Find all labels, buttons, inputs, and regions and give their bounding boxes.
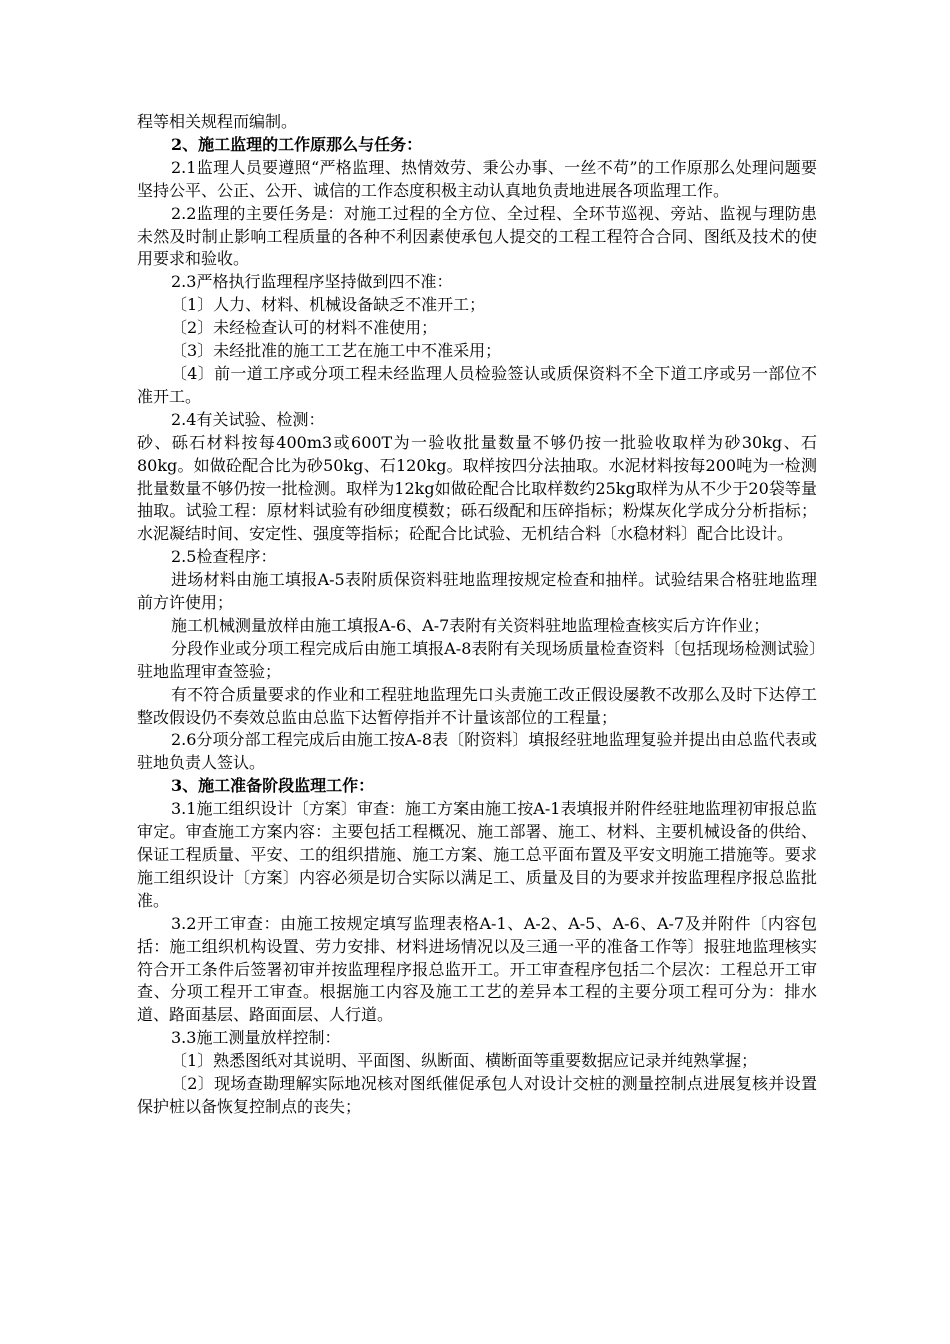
paragraph-2-6: 2.6分项分部工程完成后由施工按A-8表〔附资料〕填报经驻地监理复验并提出由总监代表或驻地负责人签认。 [137,730,817,773]
survey-item-1: 〔1〕熟悉图纸对其说明、平面图、纵断面、横断面等重要数据应记录并纯熟掌握； [171,1051,758,1071]
paragraph-intro-tail: 程等相关规程而编制。 [137,112,298,131]
paragraph-inspection-materials: 进场材料由施工填报A-5表附质保资料驻地监理按规定检查和抽样。试验结果合格驻地监理前方许使用； [137,570,817,613]
paragraph-3-3: 3.3施工测量放样控制： [171,1028,341,1048]
paragraph-testing-details: 砂、砾石材料按每400m3或600T为一验收批量数量不够仍按一批验收取样为砂30kg、石80kg。如做砼配合比为砂50kg、石120kg。取样按四分法抽取。水泥材料按每200吨为一检测批量数量不够仍按一批检测。取样为12kg如做砼配合比取样数约25kg取样为从不少于20袋等量抽取。试验工程：原材料试验有砂细度模数；砾石级配和压碎指标；粉煤灰化学成分分析指标；水泥凝结时间、安定性、强度等指标；砼配合比试验、无机结合料〔水稳材料〕配合比设计。 [137,432,817,544]
section-heading-3: 3、施工准备阶段监理工作： [171,776,375,796]
survey-item-2: 〔2〕现场查勘理解实际地况核对图纸催促承包人对设计交桩的测量控制点进展复核并设置保护桩以备恢复控制点的丧失； [137,1074,817,1116]
paragraph-2-2: 2.2监理的主要任务是：对施工过程的全方位、全过程、全环节巡视、旁站、监视与理防患未然及时制止影响工程质量的各种不利因素使承包人提交的工程工程符合合同、图纸及技术的使用要求和验收。 [137,203,817,269]
paragraph-3-1: 3.1施工组织设计〔方案〕审查：施工方案由施工按A-1表填报并附件经驻地监理初审报总监审定。审查施工方案内容：主要包括工程概况、施工部署、施工、材料、主要机械设备的供给、保证工程质量、平安、工的组织措施、施工方案、施工总平面布置及平安文明施工措施等。要求施工组织设计〔方案〕内容必须是切合实际以满足工、质量及目的为要求并按监理程序报总监批准。 [137,799,817,910]
paragraph-2-1: 2.1监理人员要遵照“严格监理、热情效劳、秉公办事、一丝不苟”的工作原那么处理问题要坚持公平、公正、公开、诚信的工作态度积极主动认真地负责地进展各项监理工作。 [137,157,817,200]
list-item-2: 〔2〕未经检查认可的材料不准使用； [171,318,438,338]
paragraph-2-4: 2.4有关试验、检测： [171,409,325,429]
paragraph-inspection-segments: 分段作业或分项工程完成后由施工填报A-8表附有关现场质量检查资料〔包括现场检测试验〕驻地监理审查签验； [137,638,817,681]
paragraph-inspection-machinery: 施工机械测量放样由施工填报A-6、A-7表附有关资料驻地监理检查核实后方许作业； [171,615,770,635]
paragraph-2-5: 2.5检查程序： [171,547,277,567]
paragraph-2-3: 2.3严格执行监理程序坚持做到四不准： [171,272,453,292]
paragraph-inspection-nonconformance: 有不符合质量要求的作业和工程驻地监理先口头责施工改正假设屡教不改那么及时下达停工整改假设仍不奏效总监由总监下达暂停指并不计量该部位的工程量； [137,684,817,727]
list-item-3: 〔3〕未经批准的施工工艺在施工中不准采用； [171,341,502,361]
document-page [137,111,817,1119]
list-item-4: 〔4〕前一道工序或分项工程未经监理人员检验签认或质保资料不全下道工序或另一部位不准开工。 [137,363,817,406]
paragraph-3-2: 3.2开工审查：由施工按规定填写监理表格A-1、A-2、A-5、A-6、A-7及并附件〔内容包括：施工组织机构设置、劳力安排、材料进场情况以及三通一平的准备工作等〕报驻地监理核实符合开工条件后签署初审并按监理程序报总监开工。开工审查程序包括二个层次：工程总开工审查、分项工程开工审查。根据施工内容及施工工艺的差异本工程的主要分项工程可分为：排水道、路面基层、路面面层、人行道。 [137,913,817,1025]
section-heading-2: 2、施工监理的工作原那么与任务： [171,134,423,154]
list-item-1: 〔1〕人力、材料、机械设备缺乏不准开工； [171,295,486,315]
